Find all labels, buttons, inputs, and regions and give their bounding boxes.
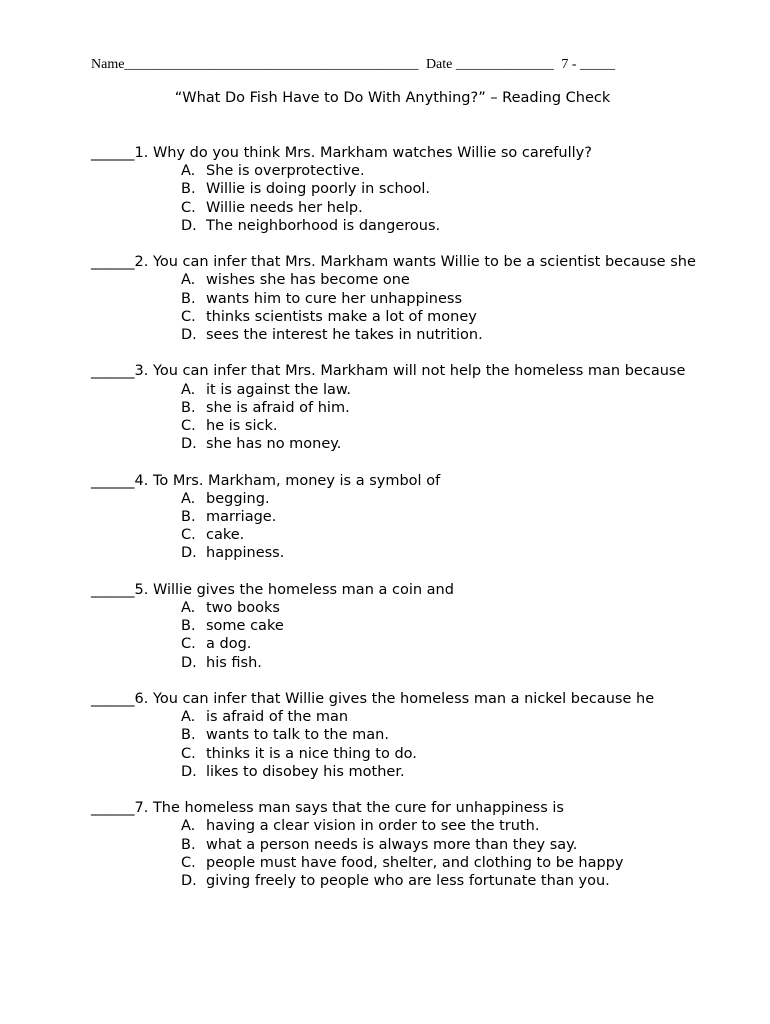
answer-option xyxy=(91,490,701,508)
page-title: “What Do Fish Have to Do With Anything?” – Reading Check xyxy=(174,90,611,106)
option-letter: D. xyxy=(181,327,197,344)
option-letter: B. xyxy=(181,618,196,635)
question-stem: ______7. The homeless man says that the cure for unhappiness is xyxy=(91,800,564,817)
option-letter: A. xyxy=(181,490,196,507)
option-text: a dog. xyxy=(206,636,252,653)
answer-option xyxy=(91,217,701,235)
option-text: cake. xyxy=(206,527,245,544)
option-letter: B. xyxy=(181,181,196,198)
question-item xyxy=(91,472,701,563)
answer-option xyxy=(91,381,701,399)
answer-option xyxy=(91,617,701,635)
answer-option xyxy=(91,162,701,180)
option-text: thinks scientists make a lot of money xyxy=(206,308,477,325)
option-letter: A. xyxy=(181,818,196,835)
option-text: some cake xyxy=(206,618,284,635)
answer-option xyxy=(91,635,701,653)
question-item xyxy=(91,690,701,781)
question-item xyxy=(91,581,701,672)
option-letter: D. xyxy=(181,873,197,890)
answer-option xyxy=(91,726,701,744)
option-text: She is overprotective. xyxy=(206,163,365,180)
option-text: sees the interest he takes in nutrition. xyxy=(206,327,483,344)
answer-option xyxy=(91,654,701,672)
option-text: people must have food, shelter, and clothing to be happy xyxy=(206,854,624,871)
option-letter: A. xyxy=(181,163,196,180)
answer-option xyxy=(91,599,701,617)
option-letter: A. xyxy=(181,272,196,289)
answer-option xyxy=(91,708,701,726)
option-text: Willie needs her help. xyxy=(206,199,363,216)
option-letter: C. xyxy=(181,308,196,325)
option-letter: C. xyxy=(181,636,196,653)
answer-option xyxy=(91,817,701,835)
option-letter: D. xyxy=(181,217,197,234)
option-text: what a person needs is always more than they say. xyxy=(206,836,578,853)
answer-option xyxy=(91,836,701,854)
option-letter: D. xyxy=(181,654,197,671)
answer-option xyxy=(91,180,701,198)
option-letter: C. xyxy=(181,199,196,216)
option-letter: D. xyxy=(181,436,197,453)
option-letter: B. xyxy=(181,509,196,526)
option-text: she is afraid of him. xyxy=(206,399,350,416)
option-text: marriage. xyxy=(206,509,277,526)
name-field[interactable]: Name__________________________________________ xyxy=(91,57,419,72)
option-text: two books xyxy=(206,600,280,617)
option-text: The neighborhood is dangerous. xyxy=(206,217,441,234)
option-letter: B. xyxy=(181,727,196,744)
option-text: his fish. xyxy=(206,654,262,671)
question-stem: ______5. Willie gives the homeless man a coin and xyxy=(91,581,454,598)
date-field[interactable]: Date ______________ xyxy=(425,57,554,72)
answer-option xyxy=(91,745,701,763)
answer-option xyxy=(91,399,701,417)
option-letter: A. xyxy=(181,709,196,726)
option-text: it is against the law. xyxy=(206,381,352,398)
answer-option xyxy=(91,199,701,217)
answer-option xyxy=(91,290,701,308)
answer-option xyxy=(91,435,701,453)
option-letter: B. xyxy=(181,399,196,416)
option-text: Willie is doing poorly in school. xyxy=(206,181,431,198)
option-letter: A. xyxy=(181,381,196,398)
option-text: wants him to cure her unhappiness xyxy=(206,290,463,307)
answer-option xyxy=(91,308,701,326)
question-stem: ______6. You can infer that Willie gives the homeless man a nickel because he xyxy=(91,691,655,708)
answer-option xyxy=(91,854,701,872)
answer-option xyxy=(91,526,701,544)
option-letter: A. xyxy=(181,600,196,617)
question-stem: ______2. You can infer that Mrs. Markham wants Willie to be a scientist because she xyxy=(91,254,696,271)
period-field[interactable]: 7 - _____ xyxy=(561,57,616,72)
question-item xyxy=(91,144,701,235)
question-item xyxy=(91,799,701,890)
answer-option xyxy=(91,326,701,344)
option-text: wishes she has become one xyxy=(206,272,410,289)
option-letter: C. xyxy=(181,418,196,435)
option-text: thinks it is a nice thing to do. xyxy=(206,745,417,762)
answer-option xyxy=(91,508,701,526)
question-item xyxy=(91,362,701,453)
option-letter: B. xyxy=(181,290,196,307)
option-letter: C. xyxy=(181,745,196,762)
option-text: happiness. xyxy=(206,545,285,562)
option-text: he is sick. xyxy=(206,418,278,435)
option-text: having a clear vision in order to see the truth. xyxy=(206,818,540,835)
option-text: is afraid of the man xyxy=(206,709,349,726)
option-letter: C. xyxy=(181,527,196,544)
header-line xyxy=(91,57,751,73)
answer-option xyxy=(91,271,701,289)
option-letter: C. xyxy=(181,854,196,871)
option-letter: B. xyxy=(181,836,196,853)
answer-option xyxy=(91,544,701,562)
question-stem: ______3. You can infer that Mrs. Markham will not help the homeless man because xyxy=(91,363,686,380)
option-text: likes to disobey his mother. xyxy=(206,763,405,780)
answer-option xyxy=(91,763,701,781)
answer-option xyxy=(91,417,701,435)
question-list xyxy=(91,144,701,908)
option-text: she has no money. xyxy=(206,436,342,453)
option-letter: D. xyxy=(181,763,197,780)
question-stem: ______1. Why do you think Mrs. Markham watches Willie so carefully? xyxy=(91,145,592,161)
question-stem: ______4. To Mrs. Markham, money is a symbol of xyxy=(91,472,441,489)
option-text: giving freely to people who are less fortunate than you. xyxy=(206,873,610,890)
option-letter: D. xyxy=(181,545,197,562)
question-item xyxy=(91,253,701,344)
answer-option xyxy=(91,872,701,890)
option-text: begging. xyxy=(206,490,270,507)
option-text: wants to talk to the man. xyxy=(206,727,389,744)
